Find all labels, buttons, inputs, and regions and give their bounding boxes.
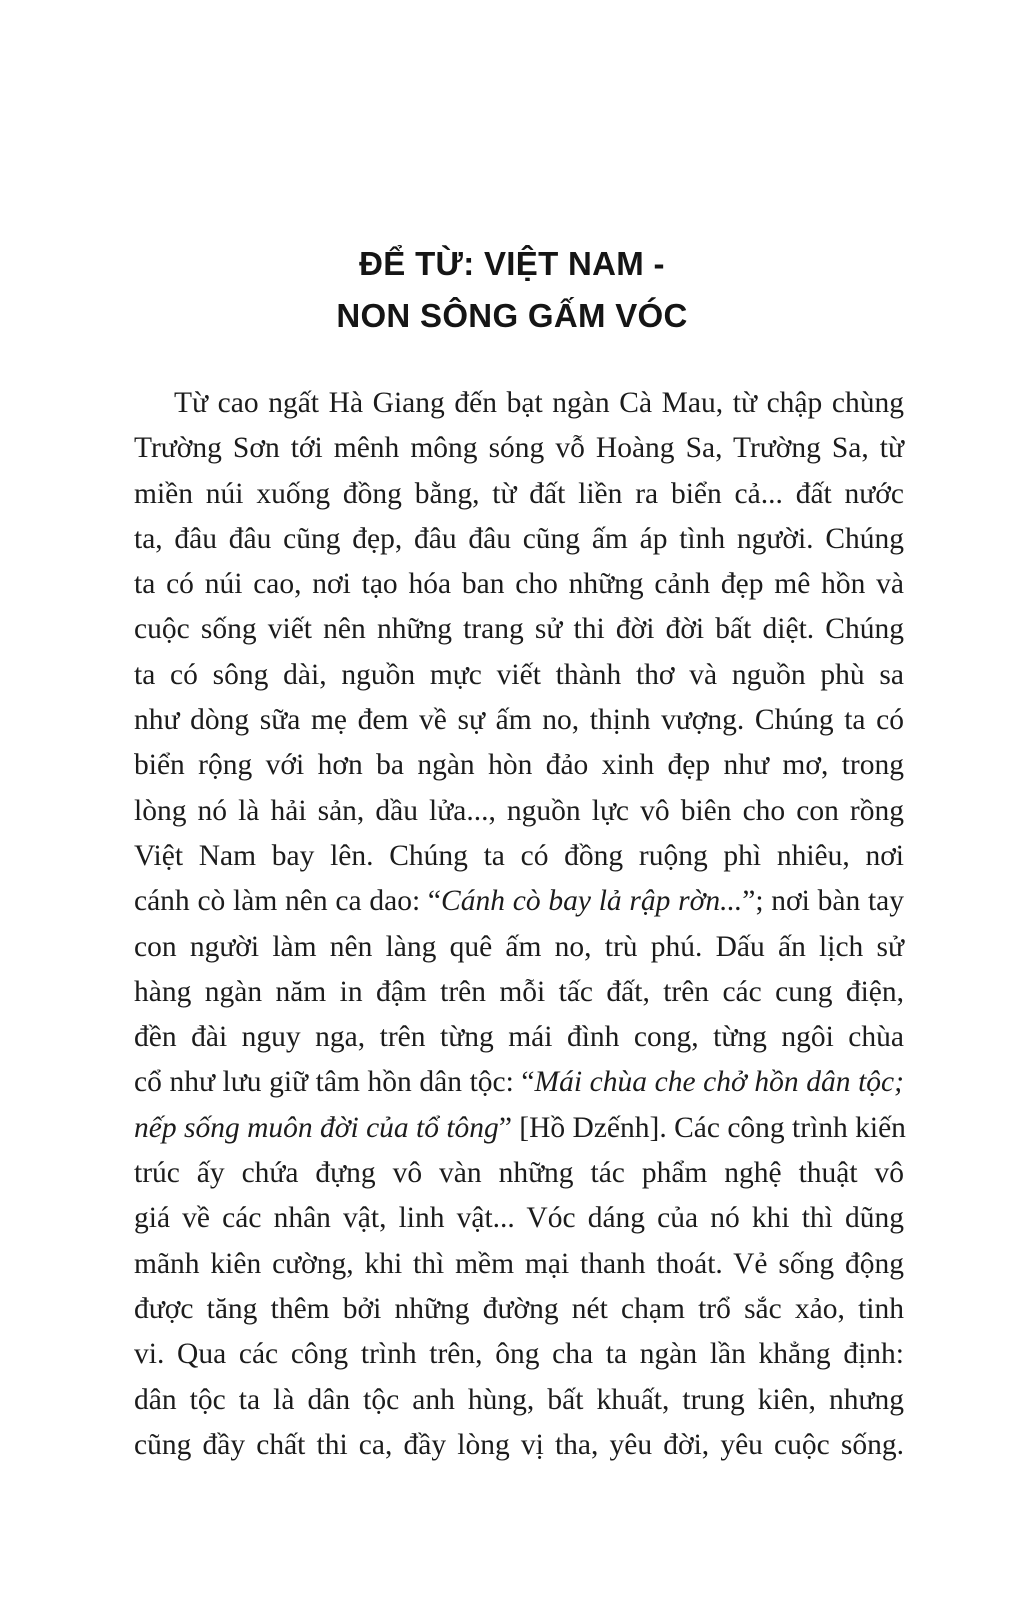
text-line: giá về các nhân vật, linh vật... Vóc dáng của nó khi thì dũng [134,1202,904,1235]
poem-quote-part-1: Mái chùa che chở hồn dân tộc; [534,1066,904,1099]
text-line: được tăng thêm bởi những đường nét chạm trổ sắc xảo, tinh [134,1292,904,1325]
text-line: hàng ngàn năm in đậm trên mỗi tấc đất, trên các cung điện, [134,975,904,1008]
text-fragment: cổ như lưu giữ tâm hồn dân tộc: “ [134,1066,535,1099]
text-line: ta có sông dài, nguồn mực viết thành thơ và nguồn phù sa [134,658,904,691]
text-line: ta có núi cao, nơi tạo hóa ban cho những cảnh đẹp mê hồn và [134,568,904,601]
text-fragment: cánh cò làm nên ca dao: “ [134,885,442,918]
text-line-with-quote [134,879,904,924]
chapter-title-line-1: ĐỂ TỪ: VIỆT NAM - [359,245,665,282]
text-line: biển rộng với hơn ba ngàn hòn đảo xinh đẹp như mơ, trong [134,749,904,782]
chapter-title-line-2: NON SÔNG GẤM VÓC [336,297,688,334]
text-line-with-quote [134,1106,904,1151]
text-line: Từ cao ngất Hà Giang đến bạt ngàn Cà Mau, từ chập chùng [174,387,904,419]
text-line: như dòng sữa mẹ đem về sự ấm no, thịnh vượng. Chúng ta có [134,704,904,737]
text-line-with-quote [134,1060,904,1105]
text-line: trúc ấy chứa đựng vô vàn những tác phẩm nghệ thuật vô [134,1157,904,1190]
chapter-title [0,238,1024,342]
text-line: cuộc sống viết nên những trang sử thi đời đời bất diệt. Chúng [134,613,904,646]
text-fragment: ”; nơi bàn tay [742,885,905,918]
text-line: đền đài nguy nga, trên từng mái đình cong, từng ngôi chùa [134,1021,904,1054]
body-paragraph [134,381,904,1468]
text-line: Việt Nam bay lên. Chúng ta có đồng ruộng phì nhiêu, nơi [134,839,904,872]
text-line: Trường Sơn tới mênh mông sóng vỗ Hoàng Sa, Trường Sa, từ [134,432,904,465]
text-line: cũng đầy chất thi ca, đầy lòng vị tha, yêu đời, yêu cuộc sống. [134,1428,904,1461]
text-fragment: ” [Hồ Dzếnh]. Các công trình kiến [498,1111,906,1144]
text-line: mãnh kiên cường, khi thì mềm mại thanh thoát. Vẻ sống động [134,1247,904,1280]
folk-verse-quote: Cánh cò bay lả rập rờn... [441,885,743,918]
text-line: lòng nó là hải sản, dầu lửa..., nguồn lực vô biên cho con rồng [134,794,904,827]
poem-quote-part-2: nếp sống muôn đời của tổ tông [134,1111,499,1144]
text-line: miền núi xuống đồng bằng, từ đất liền ra biển cả... đất nước [134,477,904,510]
text-line: ta, đâu đâu cũng đẹp, đâu đâu cũng ấm áp tình người. Chúng [134,522,904,555]
text-line: con người làm nên làng quê ấm no, trù phú. Dấu ấn lịch sử [134,930,904,963]
text-line: vi. Qua các công trình trên, ông cha ta ngàn lần khẳng định: [134,1338,904,1371]
text-line: dân tộc ta là dân tộc anh hùng, bất khuất, trung kiên, nhưng [134,1383,904,1416]
